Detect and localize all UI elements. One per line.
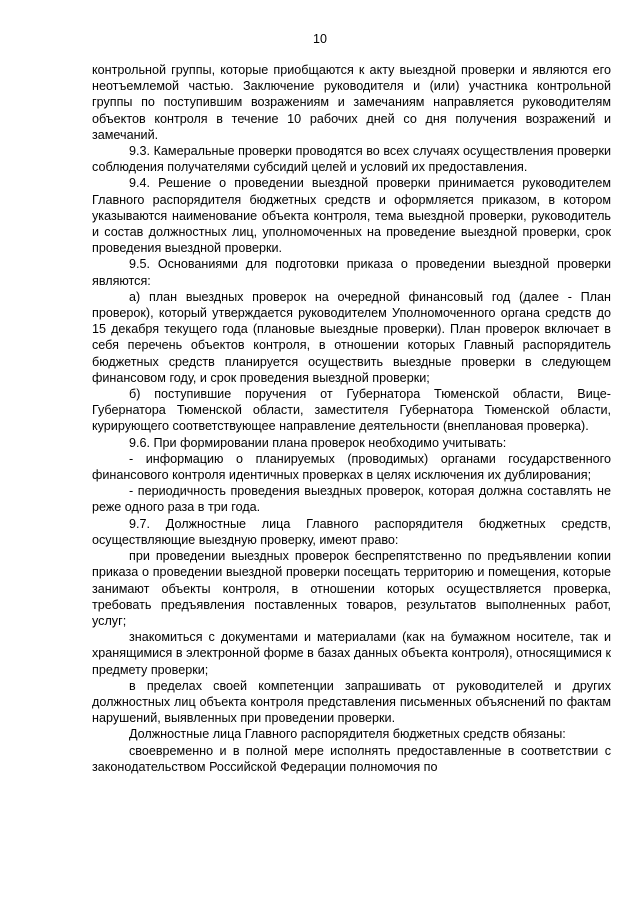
paragraph: в пределах своей компетенции запрашивать от руководителей и других должностных лиц объекта контроля представления письменных объяснений по фактам нарушений, выявленных при проведении проверки. [92, 678, 611, 726]
paragraph: б) поступившие поручения от Губернатора Тюменской области, Вице-Губернатора Тюменской области, заместителя Губернатора Тюменской области, курирующего соответствующее направление деятельности (внеплановая проверка). [92, 387, 611, 434]
paragraph: своевременно и в полной мере исполнять предоставленные в соответствии с законодательством Российской Федерации полномочия по [92, 743, 611, 774]
paragraph: а) план выездных проверок на очередной финансовый год (далее - План проверок), который утверждается руководителем Уполномоченного органа средств до 15 декабря текущего года (плановые выездные проверки). План проверок включает в себя перечень объектов контроля, в отношении которых Главный распорядитель бюджетных средств планируется осуществить выездные проверки в следующем финансовом году, и срок проведения выездной проверки; [92, 289, 611, 385]
paragraph: Должностные лица Главного распорядителя бюджетных средств обязаны: [129, 727, 566, 742]
document-body [92, 62, 611, 775]
page-number: 10 [313, 32, 327, 46]
paragraph: контрольной группы, которые приобщаются к акту выездной проверки и являются его неотъемлемой частью. Заключение руководителя и (или) участника контрольной группы по поступившим возражениям и замечаниям направляется руководителям объектов контроля в течение 10 рабочих дней со дня получения возражений и замечаний. [92, 63, 611, 142]
paragraph: 9.4. Решение о проведении выездной проверки принимается руководителем Главного распорядителя бюджетных средств и оформляется приказом, в котором указываются наименование объекта контроля, тема выездной проверки, руководитель и состав должностных лиц, уполномоченных на проведение выездной проверки, срок проведения выездной проверки. [92, 176, 611, 256]
paragraph: 9.7. Должностные лица Главного распорядителя бюджетных средств, осуществляющие выездную проверку, имеют право: [92, 516, 611, 547]
paragraph: знакомиться с документами и материалами (как на бумажном носителе, так и хранящимися в электронной форме в базах данных объекта контроля), относящимися к предмету проверки; [92, 630, 611, 677]
paragraph: - информацию о планируемых (проводимых) органами государственного финансового контроля идентичных проверках в целях исключения их дублирования; [92, 451, 611, 483]
paragraph: - периодичность проведения выездных проверок, которая должна составлять не реже одного раза в три года. [92, 484, 611, 515]
paragraph: 9.5. Основаниями для подготовки приказа о проведении выездной проверки являются: [92, 257, 611, 288]
paragraph: 9.6. При формировании плана проверок необходимо учитывать: [129, 435, 507, 450]
paragraph: при проведении выездных проверок беспрепятственно по предъявлении копии приказа о проведении выездной проверки посещать территорию и помещения, которые занимают объекты контроля, в отношении которых осуществляется проверка, требовать предъявления поставленных товаров, результатов выполненных работ, услуг; [92, 549, 611, 628]
paragraph: 9.3. Камеральные проверки проводятся во всех случаях осуществления проверки соблюдения получателями субсидий целей и условий их предоставления. [92, 144, 611, 175]
